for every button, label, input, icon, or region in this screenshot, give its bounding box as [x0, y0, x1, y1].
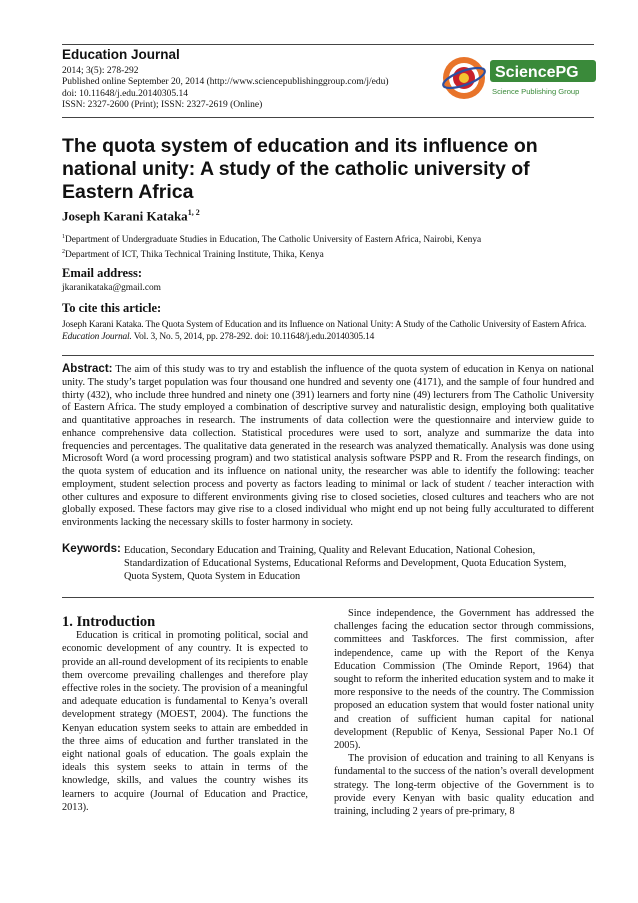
- logo-emblem-icon: [441, 57, 487, 99]
- abstract-text: The aim of this study was to try and establish the influence of the quota system of education in Kenya on national unity. The study’s target population was four thousand one hundred and seventy one (4171), and the sample of four hundred and thirty (432), who include three hundred and ninety one (391) learners and forty nine (49) lecturers from The Catholic University of Eastern Africa. The study employed a combination of descriptive survey and naturalistic design, employing both qualitative and quantitative approaches in research. The instruments of data collection were the questionnaire and interview guide to enhance comprehensive data collection. Statistical procedures were used to sort, analyze and summarize the data into frequencies and percentages. The qualitative data generated in the research was analyzed thematically. Analysis was done using Microsoft Word (a word processing program) and two statistical analysis software PSPP and R. From the research findings, on the quota system of education and its influence on national unity, the researcher was able to identify the following: teacher employment, student selection process and poverty as factors leading to minimal or lack of student / teacher interaction with other cultures and exposure to different environments giving rise to closed societies, closed cultures and teachers who are not globally exposed. These factors may give rise to a closed individual who might end up not being fully acculturated to different environments lacking the necessary skills to foster harmony in society.: [62, 364, 594, 528]
- keywords-label: Keywords:: [62, 543, 121, 555]
- author-line: [62, 208, 200, 224]
- sciencepg-logo: [440, 54, 600, 102]
- affiliation-2-number: 2: [62, 249, 65, 255]
- affiliation-1-number: 1: [62, 234, 65, 240]
- intro-paragraph-3: The provision of education and training to all Kenyans is fundamental to the success of the nation’s overall development strategy. The long-term objective of the Government is to provide every Kenyan with basic quality education and training, including 2 years of pre-primary, 8: [334, 753, 594, 818]
- citation-journal: Education Journal.: [62, 332, 132, 342]
- header-bottom-rule: [62, 117, 594, 118]
- email-heading: Email address:: [62, 266, 142, 280]
- citation-details: Vol. 3, No. 5, 2014, pp. 278-292. doi: 10.11648/j.edu.20140305.14: [131, 332, 375, 342]
- affiliation-1: [62, 234, 481, 245]
- journal-volume-line: 2014; 3(5): 278-292: [62, 66, 139, 76]
- author-affil-marks: 1, 2: [187, 208, 200, 217]
- logo-tagline: Science Publishing Group: [492, 87, 580, 96]
- affiliation-2: [62, 249, 324, 260]
- abstract: [62, 363, 594, 530]
- cite-heading: To cite this article:: [62, 301, 162, 315]
- intro-paragraph-2: Since independence, the Government has addressed the challenges facing the education sector through commissions, committees and Taskforces. The first commission, after independence, came up with the Report of the Kenya Education Commission (The Ominde Report, 1964) that sought to reform the inherited education system and to make it more responsive to the needs of the country. The Commission proposed an education system that would foster national unity and creation of sufficient human capital for national development (Republic of Kenya, Sessional Paper No.1 Of 2005).: [334, 608, 594, 752]
- affiliation-1-text: Department of Undergraduate Studies in Education, The Catholic University of Eastern Africa, Nairobi, Kenya: [65, 235, 482, 246]
- body-top-rule: [62, 597, 594, 598]
- article-title: The quota system of education and its influence on national unity: A study of the catholic university of Eastern Africa: [62, 135, 538, 203]
- email-link[interactable]: jkaranikataka@gmail.com: [62, 283, 161, 293]
- citation-main: Joseph Karani Kataka. The Quota System of Education and its Influence on National Unity: A Study of the Catholic University of Eastern Africa.: [62, 320, 587, 330]
- abstract-top-rule: [62, 355, 594, 356]
- header-top-rule: [62, 44, 594, 45]
- journal-issn-line: ISSN: 2327-2600 (Print); ISSN: 2327-2619 (Online): [62, 100, 263, 111]
- journal-published-line: Published online September 20, 2014 (http://www.sciencepublishinggroup.com/j/edu): [62, 77, 389, 88]
- left-column: [62, 616, 308, 814]
- journal-doi-line: doi: 10.11648/j.edu.20140305.14: [62, 88, 189, 99]
- journal-name: Education Journal: [62, 47, 180, 62]
- affiliation-2-text: Department of ICT, Thika Technical Training Institute, Thika, Kenya: [65, 250, 324, 261]
- intro-paragraph-1: Education is critical in promoting political, social and economic development of any country. It is expected to provide an all-round development of its recipients to enable them overcome prevailing challenges and therefore play effective roles in the society. The provision of a meaningful and adequate education is fundamental to Kenya’s overall development strategy (MOEST, 2004). The functions the Kenyan education system seeks to attain are embedded in the three aims of education and further translated in the eight national goals of education. The goals explain the ideals this system seeks to attain in terms of the knowledge, skills, and values the country wishes its learners to acquire (Journal of Education and Practice, 2013).: [62, 630, 308, 813]
- keywords-text: Education, Secondary Education and Training, Quality and Relevant Education, National Cohesion, Standardization of Educational Systems, Educational Reforms and Development, Quota Education System, Quota System, Quota System in Education: [124, 545, 567, 582]
- journal-meta: [62, 66, 389, 112]
- logo-wordmark: SciencePG: [495, 64, 579, 81]
- right-column: [334, 607, 594, 818]
- abstract-label: Abstract:: [62, 363, 113, 375]
- citation-text: [62, 319, 594, 343]
- section-heading: 1. Introduction: [62, 614, 156, 630]
- author-name: Joseph Karani Kataka: [62, 208, 188, 224]
